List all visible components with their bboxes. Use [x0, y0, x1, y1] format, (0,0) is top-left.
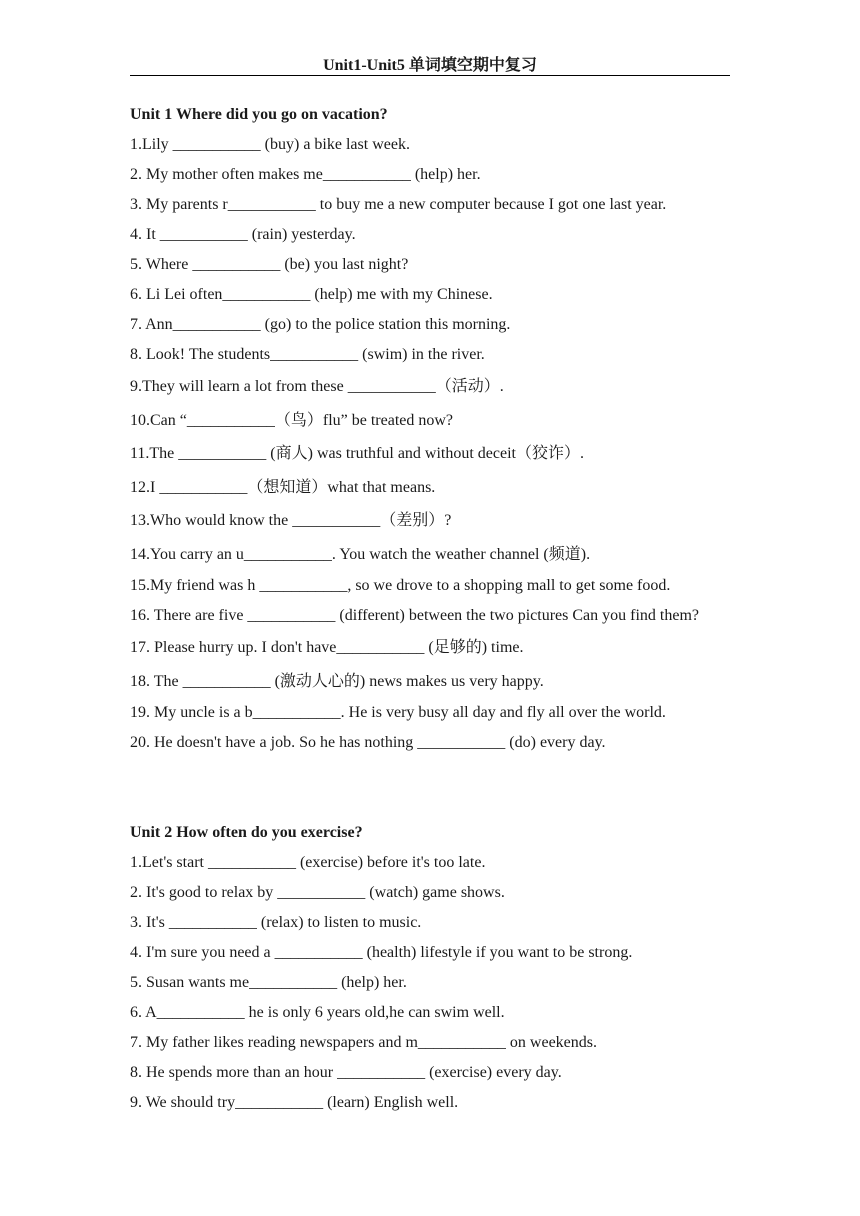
question-item: 2. My mother often makes me___________ (help) her. [130, 166, 481, 183]
question-item: 5. Susan wants me___________ (help) her. [130, 974, 407, 991]
header-rule [130, 75, 730, 76]
question-item: 7. My father likes reading newspapers and m___________ on weekends. [130, 1034, 597, 1051]
question-item: 6. Li Lei often___________ (help) me with my Chinese. [130, 286, 493, 303]
unit2-section [130, 818, 730, 1118]
question-item: 14.You carry an u___________. You watch the weather channel (频道). [130, 545, 591, 563]
question-item: 1.Let's start ___________ (exercise) before it's too late. [130, 854, 486, 871]
question-item: 3. My parents r___________ to buy me a new computer because I got one last year. [130, 196, 667, 213]
question-item: 19. My uncle is a b___________. He is very busy all day and fly all over the world. [130, 704, 666, 721]
question-item: 1.Lily ___________ (buy) a bike last week. [130, 136, 410, 153]
question-item: 4. It ___________ (rain) yesterday. [130, 226, 356, 243]
question-item: 17. Please hurry up. I don't have___________ (足够的) time. [130, 639, 524, 656]
question-item: 18. The ___________ (激动人心的) news makes us very happy. [130, 672, 544, 690]
question-item: 12.I ___________（想知道）what that means. [130, 478, 436, 496]
question-item: 4. I'm sure you need a ___________ (health) lifestyle if you want to be strong. [130, 944, 633, 961]
question-item: 9. We should try___________ (learn) English well. [130, 1094, 459, 1111]
question-item: 6. A___________ he is only 6 years old,he can swim well. [130, 1004, 505, 1021]
unit2-title: Unit 2 How often do you exercise? [130, 824, 363, 841]
page-header-title: Unit1-Unit5 单词填空期中复习 [323, 57, 537, 74]
question-item: 2. It's good to relax by ___________ (watch) game shows. [130, 884, 505, 901]
question-item: 13.Who would know the ___________（差别）? [130, 512, 452, 529]
question-item: 11.The ___________ (商人) was truthful and without deceit（狡诈）. [130, 445, 585, 462]
question-item: 16. There are five ___________ (different) between the two pictures Can you find them? [130, 607, 700, 624]
question-item: 3. It's ___________ (relax) to listen to music. [130, 914, 422, 931]
unit1-section [130, 100, 730, 758]
question-item: 7. Ann___________ (go) to the police station this morning. [130, 316, 511, 333]
unit1-title: Unit 1 Where did you go on vacation? [130, 106, 388, 123]
question-item: 10.Can “___________（鸟）flu” be treated now? [130, 411, 454, 429]
question-item: 5. Where ___________ (be) you last night? [130, 256, 409, 273]
question-item: 8. He spends more than an hour ___________ (exercise) every day. [130, 1064, 562, 1081]
question-item: 20. He doesn't have a job. So he has nothing ___________ (do) every day. [130, 734, 606, 751]
question-item: 8. Look! The students___________ (swim) in the river. [130, 346, 485, 363]
question-item: 9.They will learn a lot from these ___________（活动）. [130, 378, 504, 395]
question-item: 15.My friend was h ___________, so we drove to a shopping mall to get some food. [130, 577, 671, 594]
